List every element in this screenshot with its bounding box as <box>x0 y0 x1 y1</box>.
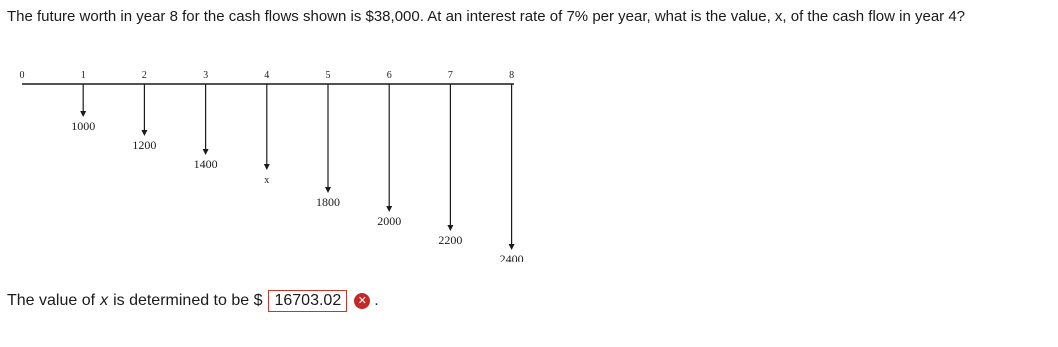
year-label: 5 <box>325 70 331 81</box>
answer-variable: x <box>100 292 109 309</box>
arrow-head-icon <box>447 225 453 231</box>
arrow-head-icon <box>264 164 270 170</box>
cash-flow-label: 1200 <box>132 138 157 152</box>
arrow-head-icon <box>509 244 515 250</box>
answer-middle: is determined to be $ <box>113 292 263 309</box>
year-label: 3 <box>203 70 209 81</box>
year-label: 8 <box>509 70 515 81</box>
cash-flow-label: 2200 <box>438 233 463 247</box>
arrow-head-icon <box>325 187 331 193</box>
year-label: 6 <box>386 70 392 81</box>
answer-suffix: . <box>374 292 379 309</box>
cash-flow-label: 1800 <box>316 195 340 209</box>
year-label: 7 <box>447 70 453 81</box>
arrow-head-icon <box>203 149 209 155</box>
cash-flow-label: 1400 <box>193 157 218 171</box>
cash-flow-label: 2000 <box>377 214 402 228</box>
question-text: The future worth in year 8 for the cash flows shown is $38,000. At an interest rate of 7% per year, what is the value, x, of the cash flow in year 4? <box>7 8 966 25</box>
arrow-head-icon <box>80 111 86 117</box>
year-label: 1 <box>80 70 86 81</box>
arrow-head-icon <box>141 130 147 136</box>
cash-flow-diagram <box>0 62 560 262</box>
answer-prefix: The value of <box>7 292 96 309</box>
cash-flow-label: 1000 <box>71 119 96 133</box>
answer-input[interactable]: 16703.02 <box>268 290 347 312</box>
year-label: 2 <box>141 70 147 81</box>
incorrect-x-icon: ✕ <box>354 293 370 309</box>
year-label: 4 <box>264 70 270 81</box>
arrow-head-icon <box>386 206 392 212</box>
cash-flow-label: 2400 <box>499 252 524 262</box>
year-label: 0 <box>19 70 25 81</box>
cash-flow-label: x <box>264 175 270 186</box>
answer-line <box>7 290 379 312</box>
